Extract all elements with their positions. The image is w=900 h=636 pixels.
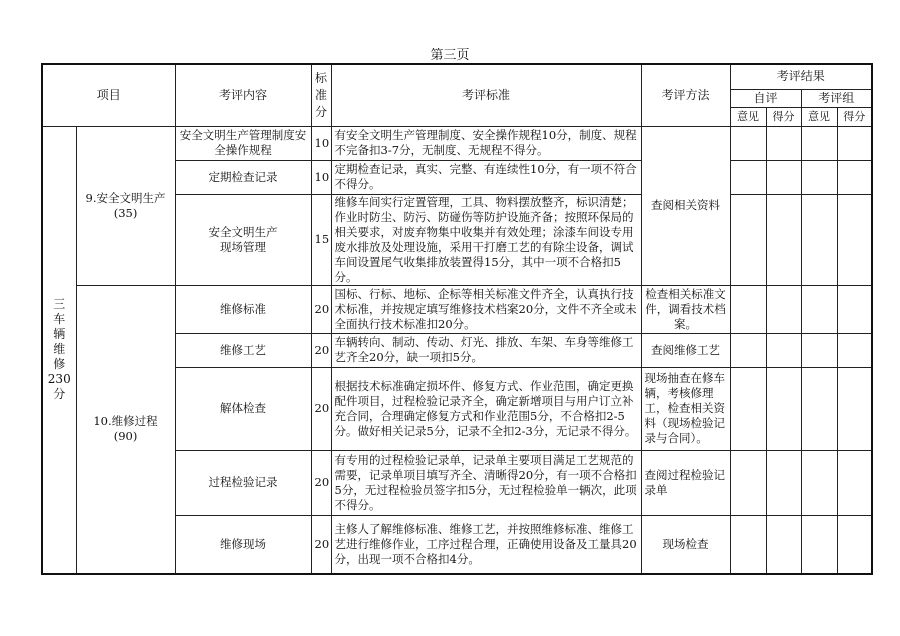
header-result: 考评结果 <box>730 64 872 89</box>
group-points-cell[interactable] <box>837 126 872 160</box>
category-label: 三 车 辆 维 修 230 分 <box>47 297 71 402</box>
row-standard: 根据技术标准确定损坏件、修复方式、作业范围，确定更换配件项目，过程检验记录齐全，确定新增项目与用户订立补充合同，合理确定修复方式和作业范围5分，不合格扣2-5分。做好相关记录5分，记录不全扣2-3分，无记录不得分。 <box>331 367 641 450</box>
category-cell <box>42 126 76 574</box>
row-score: 10 <box>311 126 331 160</box>
group-points-cell[interactable] <box>837 194 872 285</box>
group-opinion-cell[interactable] <box>801 126 837 160</box>
row-content-text: 安全文明生产 现场管理 <box>208 224 278 254</box>
row-standard: 有安全文明生产管理制度、安全操作规程10分，制度、规程不完备扣3-7分，无制度、无规程不得分。 <box>331 126 641 160</box>
self-points-cell[interactable] <box>766 515 801 574</box>
row-standard: 国标、行标、地标、企标等相关标准文件齐全，认真执行技术标准，并按规定填写维修技术档案20分，文件不齐全或未全面执行技术标准扣20分。 <box>331 285 641 333</box>
row-content: 维修现场 <box>175 515 311 574</box>
row-method: 现场抽查在修车辆，考核修理工，检查相关资料（现场检验记录与合同）。 <box>641 367 730 450</box>
self-opinion-cell[interactable] <box>730 367 766 450</box>
self-points-cell[interactable] <box>766 367 801 450</box>
row-standard: 维修车间实行定置管理，工具、物料摆放整齐，标识清楚；作业时防尘、防污、防碰伤等防护设施齐备；按照环保局的相关要求，对废弃物集中收集并有效处理；涂漆车间设专用废水排放及处理设施，采用干打磨工艺的有除尘设备，调试车间设置尾气收集排放装置得15分，其中一项不合格扣5分。 <box>331 194 641 285</box>
row-method: 查阅过程检验记录单 <box>641 450 730 515</box>
group-points-cell[interactable] <box>837 160 872 194</box>
header-self-points: 得分 <box>766 107 801 126</box>
row-content: 过程检验记录 <box>175 450 311 515</box>
self-opinion-cell[interactable] <box>730 450 766 515</box>
row-score: 20 <box>311 450 331 515</box>
header-group: 考评组 <box>801 89 872 107</box>
row-standard: 主修人了解维修标准、维修工艺，并按照维修标准、维修工艺进行维修作业，工序过程合理，正确使用设备及工量具20分，出现一项不合格扣4分。 <box>331 515 641 574</box>
header-group-points: 得分 <box>837 107 872 126</box>
row-standard: 定期检查记录，真实、完整、有连续性10分，有一项不符合不得分。 <box>331 160 641 194</box>
row-score: 20 <box>311 367 331 450</box>
row-content <box>175 194 311 285</box>
row-method: 查阅相关资料 <box>641 126 730 285</box>
row-content: 定期检查记录 <box>175 160 311 194</box>
row-standard: 有专用的过程检验记录单，记录单主要项目满足工艺规范的需要，记录单项目填写齐全、清晰得20分，有一项不合格扣5分，无过程检验员签字扣5分，无过程检验单一辆次，此项不得分。 <box>331 450 641 515</box>
header-score <box>311 64 331 126</box>
group-opinion-cell[interactable] <box>801 160 837 194</box>
row-content: 维修标准 <box>175 285 311 333</box>
row-content: 安全文明生产管理制度安全操作规程 <box>175 126 311 160</box>
self-points-cell[interactable] <box>766 285 801 333</box>
header-row-1 <box>42 64 872 89</box>
row-score: 20 <box>311 515 331 574</box>
group-points-cell[interactable] <box>837 367 872 450</box>
row-content: 维修工艺 <box>175 333 311 367</box>
group-points-cell[interactable] <box>837 515 872 574</box>
row-score: 20 <box>311 285 331 333</box>
self-points-cell[interactable] <box>766 126 801 160</box>
table-row <box>42 126 872 160</box>
row-method: 检查相关标准文件，调看技术档案。 <box>641 285 730 333</box>
page-label: 第三页 <box>430 48 470 63</box>
row-method: 现场检查 <box>641 515 730 574</box>
row-score: 15 <box>311 194 331 285</box>
section-title-text: 9.安全文明生产 (35) <box>85 190 166 220</box>
section-title <box>76 285 175 574</box>
row-content: 解体检查 <box>175 367 311 450</box>
row-score: 20 <box>311 333 331 367</box>
group-points-cell[interactable] <box>837 285 872 333</box>
self-points-cell[interactable] <box>766 194 801 285</box>
section-title <box>76 126 175 285</box>
self-opinion-cell[interactable] <box>730 160 766 194</box>
row-standard: 车辆转向、制动、传动、灯光、排放、车架、车身等维修工艺齐全20分，缺一项扣5分。 <box>331 333 641 367</box>
evaluation-table <box>41 63 873 575</box>
self-points-cell[interactable] <box>766 450 801 515</box>
header-standard: 考评标准 <box>331 64 641 126</box>
group-points-cell[interactable] <box>837 333 872 367</box>
group-opinion-cell[interactable] <box>801 285 837 333</box>
header-method: 考评方法 <box>641 64 730 126</box>
header-group-opinion: 意见 <box>801 107 837 126</box>
group-opinion-cell[interactable] <box>801 515 837 574</box>
section-title-text: 10.维修过程 (90) <box>93 414 158 444</box>
group-points-cell[interactable] <box>837 450 872 515</box>
header-self: 自评 <box>730 89 801 107</box>
self-points-cell[interactable] <box>766 160 801 194</box>
self-opinion-cell[interactable] <box>730 285 766 333</box>
header-score-text: 标 准 分 <box>315 70 328 119</box>
row-method: 查阅维修工艺 <box>641 333 730 367</box>
self-opinion-cell[interactable] <box>730 333 766 367</box>
header-item: 项目 <box>42 64 175 126</box>
self-points-cell[interactable] <box>766 333 801 367</box>
row-score: 10 <box>311 160 331 194</box>
group-opinion-cell[interactable] <box>801 450 837 515</box>
self-opinion-cell[interactable] <box>730 194 766 285</box>
header-self-opinion: 意见 <box>730 107 766 126</box>
self-opinion-cell[interactable] <box>730 515 766 574</box>
group-opinion-cell[interactable] <box>801 333 837 367</box>
self-opinion-cell[interactable] <box>730 126 766 160</box>
group-opinion-cell[interactable] <box>801 194 837 285</box>
group-opinion-cell[interactable] <box>801 367 837 450</box>
table-row <box>42 285 872 333</box>
header-content: 考评内容 <box>175 64 311 126</box>
